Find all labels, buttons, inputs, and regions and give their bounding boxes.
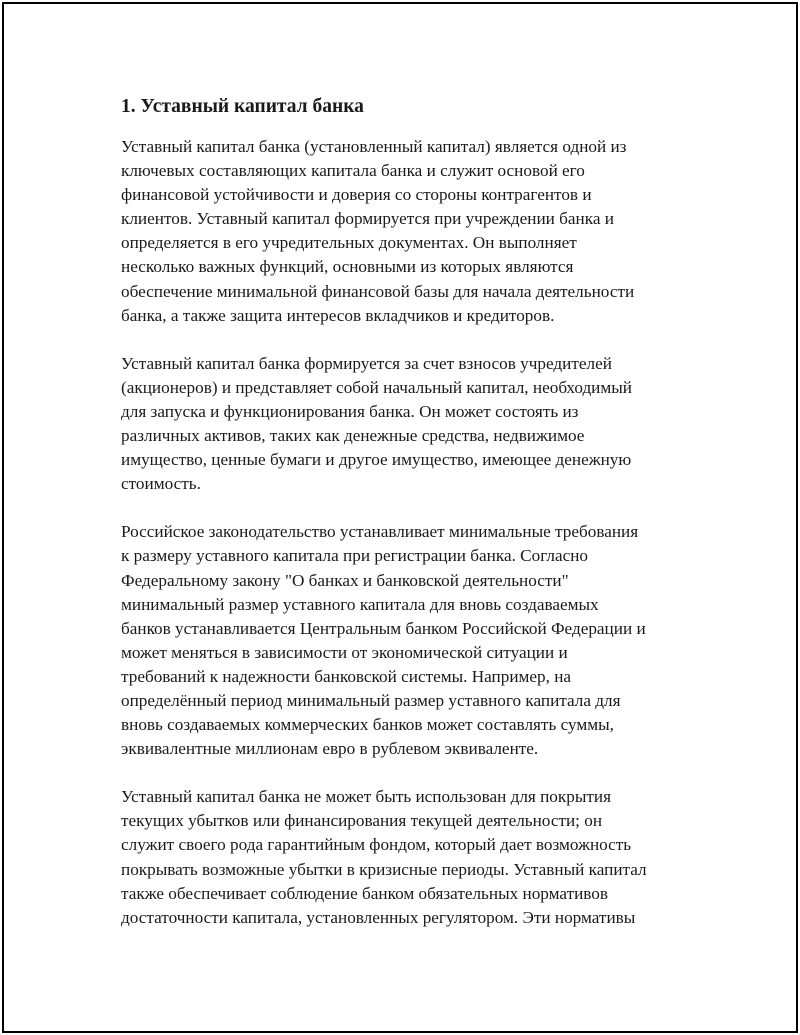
text-line: определённый период минимальный размер уставного капитала для: [121, 690, 621, 710]
text-line: банков устанавливается Центральным банком Российской Федерации и: [121, 618, 646, 638]
text-line: клиентов. Уставный капитал формируется при учреждении банка и: [121, 209, 614, 229]
text-line: покрывать возможные убытки в кризисные периоды. Уставный капитал: [121, 859, 647, 879]
paragraph-3: [121, 520, 701, 761]
text-line: служит своего рода гарантийным фондом, который дает возможность: [121, 835, 632, 855]
text-line: стоимость.: [121, 474, 201, 494]
text-line: обеспечение минимальной финансовой базы для начала деятельности: [121, 281, 635, 301]
text-line: банка, а также защита интересов вкладчиков и кредиторов.: [121, 305, 555, 325]
text-line: Российское законодательство устанавливает минимальные требования: [121, 522, 639, 542]
section-heading: 1. Уставный капитал банка: [121, 96, 364, 117]
text-line: достаточности капитала, установленных регулятором. Эти нормативы: [121, 907, 636, 927]
text-line: Уставный капитал банка формируется за счет взносов учредителей: [121, 353, 612, 373]
text-line: имущество, ценные бумаги и другое имущество, имеющее денежную: [121, 450, 632, 470]
text-line: несколько важных функций, основными из которых являются: [121, 257, 574, 277]
text-line: (акционеров) и представляет собой начальный капитал, необходимый: [121, 377, 633, 397]
document-body: [121, 92, 701, 954]
text-line: минимальный размер уставного капитала для вновь создаваемых: [121, 594, 599, 614]
text-line: текущих убытков или финансирования текущей деятельности; он: [121, 811, 603, 831]
text-line: финансовой устойчивости и доверия со стороны контрагентов и: [121, 185, 592, 205]
text-line: различных активов, таких как денежные средства, недвижимое: [121, 426, 585, 446]
text-line: Уставный капитал банка не может быть использован для покрытия: [121, 787, 612, 807]
text-line: определяется в его учредительных документах. Он выполняет: [121, 233, 577, 253]
text-line: эквивалентные миллионам евро в рублевом эквиваленте.: [121, 739, 539, 759]
text-line: требований к надежности банковской системы. Например, на: [121, 666, 572, 686]
text-line: ключевых составляющих капитала банка и служит основой его: [121, 161, 585, 181]
document-page: [2, 2, 798, 1033]
text-line: вновь создаваемых коммерческих банков может составлять суммы,: [121, 715, 614, 735]
paragraph-1: [121, 135, 701, 328]
text-line: для запуска и функционирования банка. Он может состоять из: [121, 401, 579, 421]
text-line: Федеральному закону "О банках и банковской деятельности": [121, 570, 569, 590]
paragraph-4: [121, 785, 701, 930]
text-line: может меняться в зависимости от экономической ситуации и: [121, 642, 568, 662]
text-line: к размеру уставного капитала при регистрации банка. Согласно: [121, 546, 589, 566]
text-line: также обеспечивает соблюдение банком обязательных нормативов: [121, 883, 608, 903]
text-line: Уставный капитал банка (установленный капитал) является одной из: [121, 137, 627, 156]
paragraph-2: [121, 352, 701, 497]
